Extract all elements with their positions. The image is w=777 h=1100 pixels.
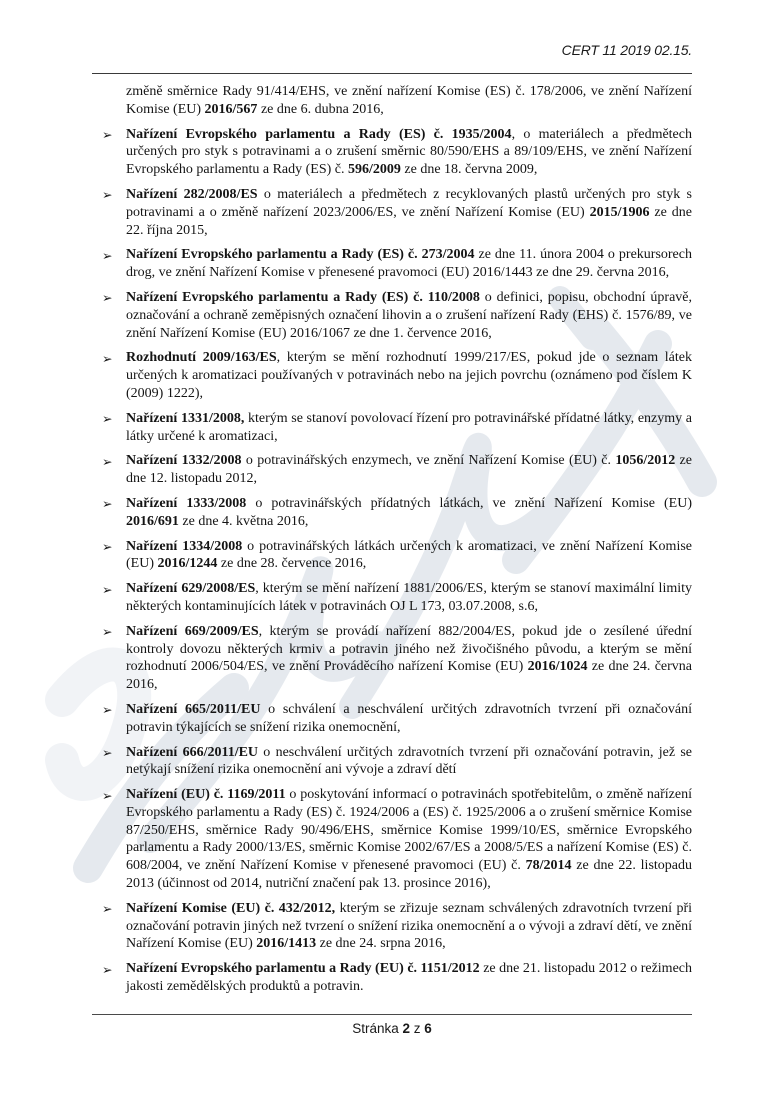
list-item (92, 744, 692, 780)
arrow-bullet-icon: ➢ (102, 787, 113, 803)
list-item (92, 186, 692, 239)
list-item (92, 126, 692, 179)
arrow-bullet-icon: ➢ (102, 702, 113, 718)
arrow-bullet-icon: ➢ (102, 961, 113, 977)
header-rule (92, 73, 692, 74)
footer-page-number: 2 (402, 1021, 410, 1036)
item-text: Nařízení 1331/2008, kterým se stanoví povolovací řízení pro potravinářské přídatné látky, enzymy a látky určené k aromatizaci, (126, 410, 692, 444)
item-text: Nařízení 282/2008/ES o materiálech a předmětech z recyklovaných plastů určených pro styk s potravinami a o změně nařízení 2023/2006/ES, ve znění Nařízení Komise (EU) 2015/1906 ze dne 22. října 2015, (126, 186, 692, 238)
list-item (92, 701, 692, 737)
list-item (92, 410, 692, 446)
arrow-bullet-icon: ➢ (102, 411, 113, 427)
list-item (92, 580, 692, 616)
item-text: Nařízení Evropského parlamentu a Rady (ES) č. 1935/2004, o materiálech a předmětech určených pro styk s potravinami a o zrušení směrnic 80/590/EHS a 89/109/EHS, ve znění Nařízení Evropského parlamentu a Rady (ES) č. 596/2009 ze dne 18. června 2009, (126, 126, 692, 178)
item-text: Nařízení 629/2008/ES, kterým se mění nařízení 1881/2006/ES, kterým se stanoví maximální limity některých kontaminujících látek v potravinách OJ L 173, 03.07.2008, s.6, (126, 581, 692, 614)
arrow-bullet-icon: ➢ (102, 539, 113, 555)
item-text: Nařízení 666/2011/EU o neschválení určitých zdravotních tvrzení při označování potravin, jež se netýkají snížení rizika onemocnění ani vývoje a zdraví dětí (126, 744, 692, 778)
item-text: Nařízení 665/2011/EU o schválení a neschválení určitých zdravotních tvrzení při označování potravin týkajících se snížení rizika onemocnění, (126, 701, 692, 735)
list-item (92, 538, 692, 574)
list-item (92, 786, 692, 893)
arrow-bullet-icon: ➢ (102, 350, 113, 366)
arrow-bullet-icon: ➢ (102, 901, 113, 917)
item-text: Nařízení Komise (EU) č. 432/2012, kterým se zřizuje seznam schválených zdravotních tvrzení při označování potravin jiných než tvrzení o snížení rizika onemocnění a o vývoji a zdraví dětí, ve znění Nařízení Komise (EU) 2016/1413 ze dne 24. srpna 2016, (126, 900, 692, 952)
list-item (92, 289, 692, 342)
list-item (92, 246, 692, 282)
item-text: Nařízení 1333/2008 o potravinářských přídatných látkách, ve znění Nařízení Komise (EU) 2016/691 ze dne 4. května 2016, (126, 495, 692, 529)
list-item (92, 960, 692, 996)
list-item (92, 623, 692, 694)
item-text: Nařízení 669/2009/ES, kterým se provádí nařízení 882/2004/ES, pokud jde o zesílené úřední kontroly dovozu některých krmiv a potravin jiného než živočišného původu, a kterým se mění rozhodnutí 2006/504/ES, ve znění Prováděcího nařízení Komise (EU) 2016/1024 ze dne 24. června 2016, (126, 623, 692, 693)
intro-paragraph: změně směrnice Rady 91/414/EHS, ve znění nařízení Komise (ES) č. 178/2006, ve znění Nařízení Komise (EU) 2016/567 ze dne 6. dubna 2016, (126, 84, 692, 117)
footer-label: Stránka (352, 1021, 399, 1036)
item-text: Nařízení Evropského parlamentu a Rady (EU) č. 1151/2012 ze dne 21. listopadu 2012 o režimech jakosti zemědělských produktů a potravin. (126, 961, 692, 995)
arrow-bullet-icon: ➢ (102, 745, 113, 760)
page-footer (92, 1014, 692, 1036)
arrow-bullet-icon: ➢ (102, 453, 113, 469)
document-header (92, 0, 692, 58)
item-text: Rozhodnutí 2009/163/ES, kterým se mění rozhodnutí 1999/217/ES, pokud jde o seznam látek určených k aromatizaci používaných v potravinách nebo na jejich povrchu (oznámeno pod číslem K (2009) 1222), (126, 350, 692, 401)
item-text: Nařízení 1332/2008 o potravinářských enzymech, ve znění Nařízení Komise (EU) č. 1056/2012 ze dne 12. listopadu 2012, (126, 453, 692, 487)
item-text: Nařízení (EU) č. 1169/2011 o poskytování informací o potravinách spotřebitelům, o změně nařízení Evropského parlamentu a Rady (ES) č. 1924/2006 a (ES) č. 1925/2006 a o zrušení směrnice Komise 87/250/EHS, směrnice Rady 90/496/EHS, směrnice Komise 1999/10/ES, směrnice Evropského parlamentu a Rady 2000/13/ES, směrnic Komise 2002/67/ES a 2008/5/ES a nařízení Komise (ES) č. 608/2004, ve znění Nařízení Komise v přenesené pravomoci (EU) č. 78/2014 ze dne 22. listopadu 2013 (účinnost od 2014, nutriční značení pak 13. prosince 2016), (126, 787, 693, 892)
footer-rule (92, 1014, 692, 1015)
footer-text (92, 1021, 692, 1036)
arrow-bullet-icon: ➢ (102, 247, 113, 263)
list-item (92, 349, 692, 402)
arrow-bullet-icon: ➢ (102, 290, 113, 306)
item-text: Nařízení 1334/2008 o potravinářských látkách určených k aromatizaci, ve znění Nařízení Komise (EU) 2016/1244 ze dne 28. července 2016, (126, 538, 693, 572)
document-body (92, 83, 692, 996)
header-doc-code: CERT 11 2019 02.15. (561, 42, 692, 58)
list-item (92, 495, 692, 531)
document-page (92, 0, 692, 1003)
arrow-bullet-icon: ➢ (102, 496, 113, 512)
footer-total-pages: 6 (424, 1021, 432, 1036)
regulation-list (92, 126, 692, 996)
arrow-bullet-icon: ➢ (102, 187, 113, 203)
footer-of-word: z (413, 1021, 421, 1036)
item-text: Nařízení Evropského parlamentu a Rady (ES) č. 273/2004 ze dne 11. února 2004 o prekursorech drog, ve znění Nařízení Komise v přenesené pravomoci (EU) 2016/1443 ze dne 29. června 2016, (126, 247, 692, 281)
list-item (92, 900, 692, 953)
item-text: Nařízení Evropského parlamentu a Rady (ES) č. 110/2008 o definici, popisu, obchodní úpravě, označování a ochraně zeměpisných označení lihovin a o zrušení nařízení Rady (EHS) č. 1576/89, ve znění Nařízení Komise (EU) 2016/1067 ze dne 1. července 2016, (126, 289, 692, 341)
list-item (92, 452, 692, 488)
arrow-bullet-icon: ➢ (102, 127, 113, 143)
arrow-bullet-icon: ➢ (102, 581, 113, 597)
arrow-bullet-icon: ➢ (102, 624, 113, 640)
